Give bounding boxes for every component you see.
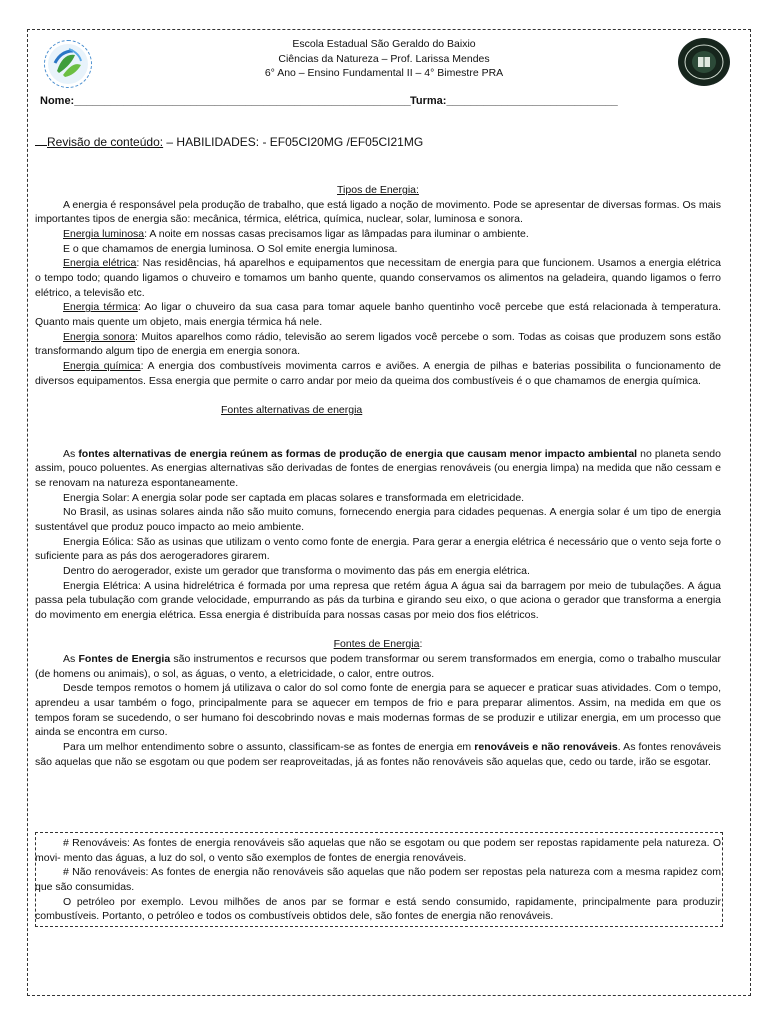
paragraph: # Renováveis: As fontes de energia renováveis são aquelas que não se esgotam ou que podem ser repostas rapidamente pela natureza. O movi- mento das águas, a luz do sol, o vento são exemplos de fontes de energia renováveis.	[35, 837, 721, 864]
paragraph: Energia Solar: A energia solar pode ser captada em placas solares e transformada em eletricidade.	[63, 491, 525, 504]
paragraph: Energia sonora: Muitos aparelhos como rádio, televisão ao serem ligados você percebe o som. Todas as coisas que produzem sons estão transformando algum tipo de energia em energia sonora.	[35, 330, 721, 358]
section-title-tipos: Tipos de Energia:	[337, 184, 419, 196]
document-header	[0, 37, 768, 81]
review-heading	[35, 135, 423, 149]
paragraph: E o que chamamos de energia luminosa. O Sol emite energia luminosa.	[63, 242, 398, 255]
section-title-fontes: Fontes de Energia:	[333, 638, 423, 651]
paragraph: A energia é responsável pela produção de trabalho, que está ligado a noção de movimento. Pode se apresentar de diversas formas. Os mais importantes tipos de energia são: mecânica, térmica, elétrica, química, nuclear, solar, luminosa e sonora.	[35, 198, 721, 226]
paragraph: Energia química: A energia dos combustíveis movimenta carros e aviões. A energia de pilhas e baterias possibilita o funcionamento de diversos equipamentos. Essa energia que permite o carro andar por meio da queima dos combustíveis é o que chamamos de energia química.	[35, 359, 721, 387]
review-label: Revisão de conteúdo:	[47, 135, 164, 149]
main-content	[35, 183, 721, 769]
paragraph: Para um melhor entendimento sobre o assunto, classificam-se as fontes de energia em renováveis e não renováveis. As fontes renováveis são aquelas que não se esgotam ou que podem ser reaproveitadas, já as fontes não renováveis são aquelas que, cedo ou tarde, irão se esgotar.	[35, 740, 721, 768]
section-title-alternativas: Fontes alternativas de energia	[221, 403, 363, 416]
school-name: Escola Estadual São Geraldo do Baixio	[292, 38, 476, 50]
paragraph: # Não renováveis: As fontes de energia não renováveis são aquelas que não podem ser repostas pela natureza com a mesma rapidez com que são consumidas.	[35, 866, 721, 893]
paragraph: Energia Eólica: São as usinas que utilizam o vento como fonte de energia. Para gerar a energia elétrica é necessário que o vento seja forte o suficiente para as pás dos aerogeradores girarem.	[35, 535, 721, 563]
class-field: Turma:____________________________	[410, 95, 618, 107]
paragraph: Dentro do aerogerador, existe um gerador que transforma o movimento das pás em energia elétrica.	[63, 565, 530, 578]
summary-box-content	[35, 836, 721, 924]
paragraph: Energia elétrica: Nas residências, há aparelhos e equipamentos que necessitam de energia para que funcionem. Usamos a energia elétrica o tempo todo; quando ligamos o chuveiro e tomamos um banho quente, quando conservamos os alimentos na geladeira, quando ligamos o ferro elétrico, a televisão etc.	[35, 257, 721, 299]
paragraph: As fontes alternativas de energia reúnem as formas de produção de energia que causam menor impacto ambiental no planeta sendo assim, pouco poluentes. As energias alternativas são derivadas de fontes de energias renováveis (ou energia limpa) na medida que não cessam e se renovam na natureza espontaneamente.	[35, 447, 721, 490]
paragraph: Energia térmica: Ao ligar o chuveiro da sua casa para tomar aquele banho quentinho você percebe que está relacionada à temperatura. Quanto mais quente um objeto, mais energia térmica há nele.	[35, 301, 722, 328]
paragraph: Energia luminosa: A noite em nossas casas precisamos ligar as lâmpadas para iluminar o ambiente.	[63, 227, 529, 240]
name-field: Nome:_______________________________________________________	[40, 95, 411, 107]
paragraph: O petróleo por exemplo. Levou milhões de anos par se formar e está sendo consumido, rapidamente, principalmente para produzir combustíveis. Portanto, o petróleo e todos os combustíveis obtidos dele, são fontes de energia não renováveis.	[35, 895, 721, 923]
skills-code: – HABILIDADES: - EF05CI20MG /EF05CI21MG	[163, 135, 424, 149]
paragraph: Desde tempos remotos o homem já utilizava o calor do sol como fonte de energia para se aquecer e praticar suas atividades. Com o tempo, aprendeu a usar também o fogo, principalmente para se aquecer em tempos de frio e para preparar alimentos. Assim, na medida em que os tempos foram se sucedendo, o ser humano foi descobrindo novas e mais modernas formas de se produzir e utilizar energia, em um processo que ainda se encontra em curso.	[35, 682, 721, 739]
paragraph: No Brasil, as usinas solares ainda não são muito comuns, fornecendo energia para cidades pequenas. A energia solar é um tipo de energia sustentável que produz pouco impacto ao meio ambiente.	[35, 506, 721, 534]
paragraph: Energia Elétrica: A usina hidrelétrica é formada por uma represa que retém água A água sai da barragem por meio de tubulações. A água passa pela tubulação com grande velocidade, empurrando as pás da turbina e girando seu eixo, o que aciona o gerador que transforma a energia do movimento em energia elétrica. Essa energia é distribuída para nossas casas por meio dos fios elétricos.	[35, 579, 721, 621]
paragraph: As Fontes de Energia são instrumentos e recursos que podem transformar ou serem transformados em energia, como o trabalho muscular (de homens ou animais), o sol, as águas, o vento, a eletricidade, o calor, entre outros.	[35, 652, 721, 680]
subject-teacher: Ciências da Natureza – Prof. Larissa Mendes	[278, 52, 490, 65]
grade-bimester: 6° Ano – Ensino Fundamental II – 4° Bimestre PRA	[264, 67, 504, 79]
